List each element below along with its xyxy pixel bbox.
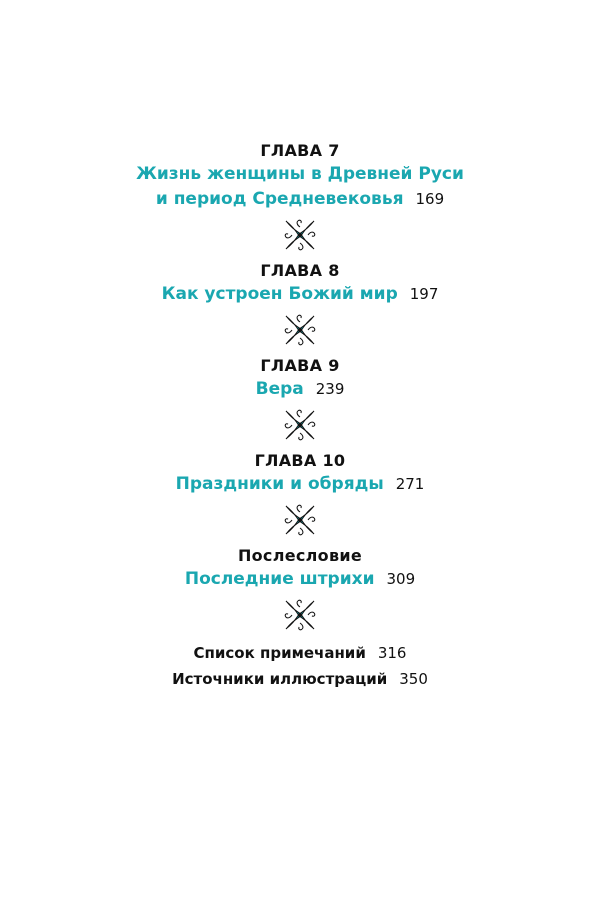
section-label: Послесловие (237, 546, 363, 565)
page-number: 169 (415, 190, 445, 208)
toc-entry-illustration-sources[interactable]: Источники иллюстраций 350 (172, 670, 428, 688)
chapter-title-line: Вера 239 (255, 379, 345, 399)
page-number: 197 (409, 285, 439, 303)
chapter-title-line: Праздники и обряды 271 (175, 474, 425, 494)
floral-ornament-icon (0, 407, 600, 443)
toc-entry-chapter-9[interactable] (0, 355, 600, 402)
chapter-label: ГЛАВА 8 (260, 261, 340, 280)
toc-entry-chapter-8[interactable] (0, 260, 600, 307)
toc-entry-chapter-7[interactable] (0, 140, 600, 212)
chapter-title-line: и период Средневековья 169 (155, 189, 445, 209)
chapter-label: ГЛАВА 9 (260, 356, 340, 375)
chapter-label: ГЛАВА 7 (260, 141, 340, 160)
chapter-title-line: Жизнь женщины в Древней Руси (136, 164, 464, 184)
page-number: 271 (395, 475, 425, 493)
table-of-contents (0, 140, 600, 692)
chapter-title-line: Как устроен Божий мир 197 (161, 284, 439, 304)
page-number: 309 (386, 570, 416, 588)
toc-entry-afterword[interactable] (0, 545, 600, 592)
floral-ornament-icon (0, 502, 600, 538)
page-number: 316 (377, 644, 407, 662)
page-number: 350 (399, 670, 428, 688)
chapter-label: ГЛАВА 10 (254, 451, 346, 470)
back-matter (0, 640, 600, 692)
chapter-title-line: Последние штрихи 309 (184, 569, 416, 589)
floral-ornament-icon (0, 597, 600, 633)
floral-ornament-icon (0, 312, 600, 348)
toc-entry-notes[interactable]: Список примечаний 316 (193, 644, 407, 662)
toc-entry-chapter-10[interactable] (0, 450, 600, 497)
page-number: 239 (315, 380, 345, 398)
floral-ornament-icon (0, 217, 600, 253)
